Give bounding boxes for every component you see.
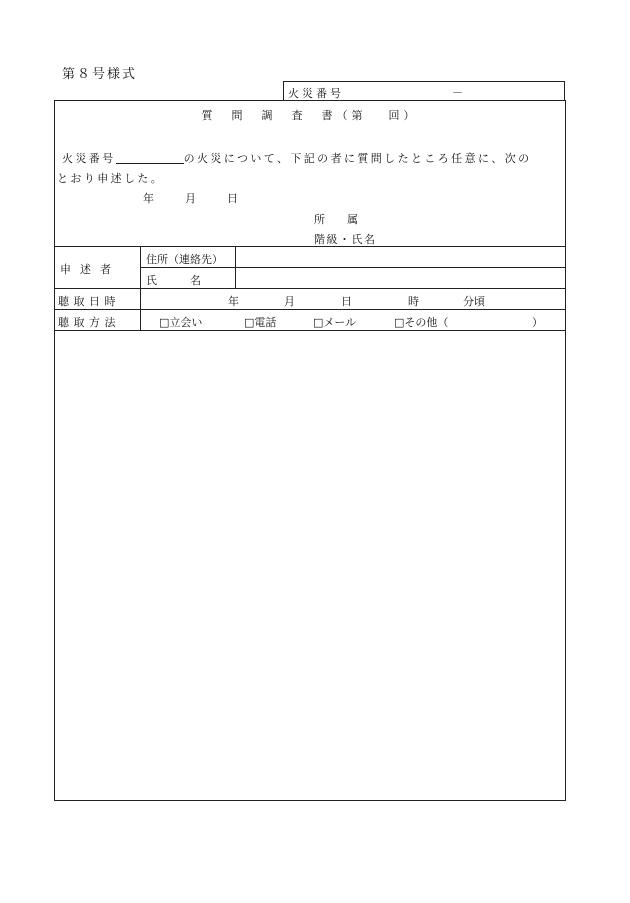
address-field[interactable] xyxy=(236,247,565,267)
method-label: 聴取方法 xyxy=(58,316,120,329)
method-other-close: ） xyxy=(532,316,543,329)
title-main: 質 問 調 査 書 xyxy=(201,109,337,122)
affiliation-label: 所 属 xyxy=(314,213,358,226)
fire-number-dash: － xyxy=(452,86,463,99)
statement-body-area[interactable] xyxy=(56,332,564,798)
date-day: 日 xyxy=(227,192,238,205)
table-line-declarant-bottom xyxy=(54,288,566,289)
date-month: 月 xyxy=(185,192,196,205)
intro-line-1 xyxy=(62,150,532,166)
statement-date xyxy=(143,190,238,206)
table-line-method-bottom xyxy=(54,330,566,331)
form-title xyxy=(54,107,566,123)
table-line-datetime-bottom xyxy=(54,309,566,310)
form-number-label: 第８号様式 xyxy=(62,67,138,82)
datetime-minute: 分頃 xyxy=(463,295,485,308)
method-phone[interactable]: □電話 xyxy=(244,316,277,329)
datetime-year: 年 xyxy=(228,295,239,308)
fire-number-label: 火災番号 xyxy=(288,87,344,100)
datetime-label: 聴取日時 xyxy=(58,295,120,308)
fire-number-blank[interactable] xyxy=(116,163,184,164)
declarant-label: 申述者 xyxy=(60,263,120,276)
name-field[interactable] xyxy=(236,268,565,288)
method-email[interactable]: □メール xyxy=(313,316,357,329)
intro-fire-number-label: 火災番号 xyxy=(62,152,116,165)
datetime-hour: 時 xyxy=(408,295,419,308)
method-in-person[interactable]: □立会い xyxy=(159,316,203,329)
rank-name-label: 階級・氏名 xyxy=(314,233,377,246)
title-suffix-close: 回） xyxy=(388,109,419,122)
method-other[interactable]: □その他（ xyxy=(394,316,449,329)
intro-line-1-text: の火災について、下記の者に質問したところ任意に、次の xyxy=(183,152,532,165)
intro-line-2: とおり申述した。 xyxy=(57,172,165,185)
table-label-divider xyxy=(140,246,141,330)
date-year: 年 xyxy=(143,192,154,205)
datetime-day: 日 xyxy=(341,295,352,308)
address-label: 住所（連絡先） xyxy=(146,253,223,266)
datetime-month: 月 xyxy=(284,295,295,308)
title-suffix-open: （第 xyxy=(336,109,367,122)
name-label: 氏 名 xyxy=(146,274,201,287)
